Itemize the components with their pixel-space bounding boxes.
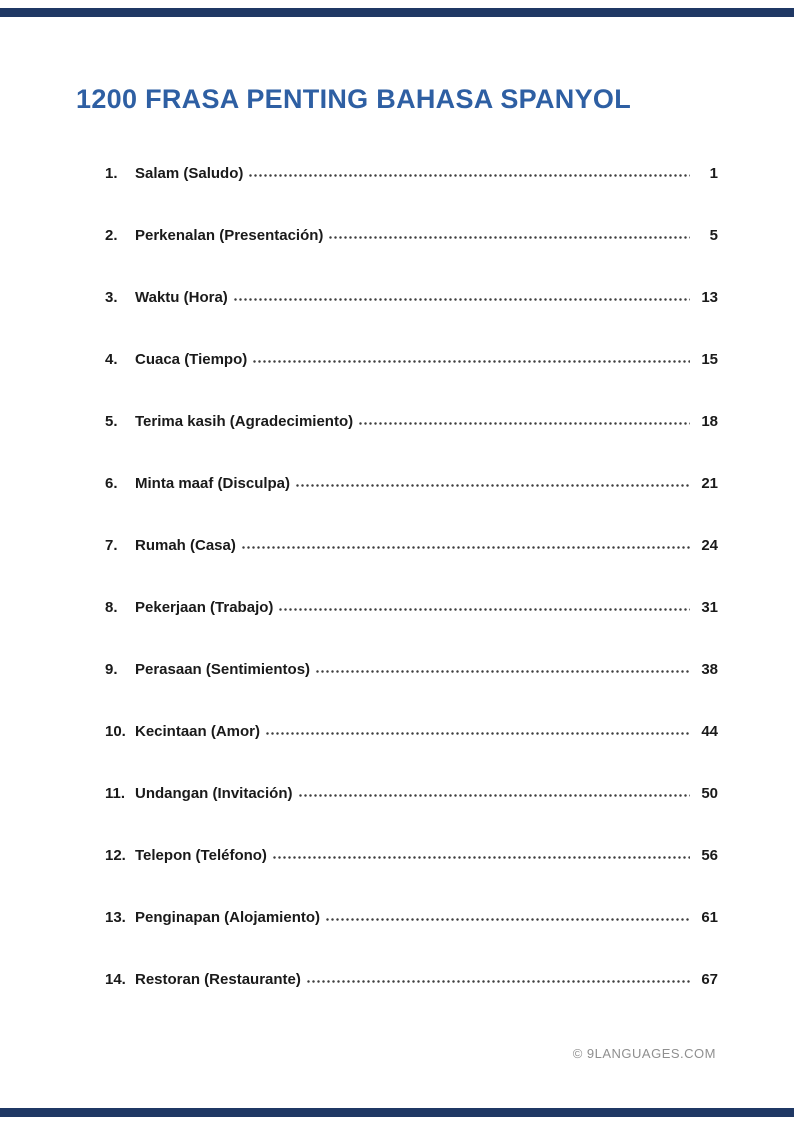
toc-entry-label: Perasaan (Sentimientos) (135, 661, 311, 678)
toc-entry[interactable] (105, 661, 718, 685)
footer-watermark: © 9LANGUAGES.COM (572, 1046, 716, 1061)
toc-entry[interactable] (105, 165, 718, 189)
toc-dot-leader (233, 297, 690, 302)
toc-entry-label: Waktu (Hora) (135, 289, 228, 306)
toc-entry-label: Restoran (Restaurante) (135, 971, 301, 988)
toc-entry[interactable] (105, 847, 718, 871)
toc-entry-label: Minta maaf (Disculpa) (135, 475, 291, 492)
toc-entry[interactable] (105, 475, 718, 499)
toc-dot-leader (278, 607, 690, 612)
toc-entry[interactable] (105, 289, 718, 313)
toc-entry-number: 11. (105, 785, 126, 802)
toc-entry-page: 5 (709, 227, 718, 244)
toc-dot-leader (295, 483, 690, 488)
toc-dot-leader (272, 855, 690, 860)
toc-entry-label: Salam (Saludo) (135, 165, 244, 182)
toc-entry-label: Undangan (Invitación) (135, 785, 293, 802)
toc-entry-number: 4. (105, 351, 118, 368)
toc-entry-page: 15 (701, 351, 718, 368)
toc-entry-number: 12. (105, 847, 126, 864)
toc-entry-label: Rumah (Casa) (135, 537, 236, 554)
toc-dot-leader (315, 669, 690, 674)
toc-entry[interactable] (105, 413, 718, 437)
toc-entry-page: 61 (701, 909, 718, 926)
toc-entry[interactable] (105, 351, 718, 375)
page-title: 1200 FRASA PENTING BAHASA SPANYOL (76, 84, 631, 114)
toc-entry[interactable] (105, 599, 718, 623)
toc-dot-leader (265, 731, 690, 736)
toc-dot-leader (248, 173, 690, 178)
toc-entry-number: 9. (105, 661, 118, 678)
toc-dot-leader (298, 793, 691, 798)
toc-entry[interactable] (105, 971, 718, 995)
toc-entry[interactable] (105, 785, 718, 809)
toc-entry-page: 38 (701, 661, 718, 678)
toc-entry-label: Pekerjaan (Trabajo) (135, 599, 274, 616)
bottom-border-bar (0, 1108, 794, 1117)
toc-entry[interactable] (105, 723, 718, 747)
toc-entry-label: Telepon (Teléfono) (135, 847, 267, 864)
toc-entry-label: Kecintaan (Amor) (135, 723, 261, 740)
toc-entry-number: 3. (105, 289, 118, 306)
toc-entry-number: 5. (105, 413, 118, 430)
toc-entry-number: 7. (105, 537, 118, 554)
toc-entry-number: 8. (105, 599, 118, 616)
toc-entry-page: 44 (701, 723, 718, 740)
toc-entry-number: 10. (105, 723, 126, 740)
toc-entry-label: Penginapan (Alojamiento) (135, 909, 321, 926)
toc-entry[interactable] (105, 537, 718, 561)
toc-dot-leader (252, 359, 690, 364)
toc-entry-label: Terima kasih (Agradecimiento) (135, 413, 354, 430)
toc-dot-leader (328, 235, 690, 240)
toc-entry-number: 13. (105, 909, 126, 926)
toc-entry-number: 6. (105, 475, 118, 492)
toc-entry-number: 1. (105, 165, 118, 182)
toc-entry-label: Cuaca (Tiempo) (135, 351, 248, 368)
toc-entry-number: 2. (105, 227, 118, 244)
toc-entry-page: 24 (701, 537, 718, 554)
toc-dot-leader (241, 545, 690, 550)
toc-entry-page: 56 (701, 847, 718, 864)
table-of-contents (76, 165, 718, 995)
toc-entry[interactable] (105, 227, 718, 251)
toc-entry-number: 14. (105, 971, 126, 988)
toc-entry-page: 31 (701, 599, 718, 616)
toc-dot-leader (358, 421, 690, 426)
toc-entry[interactable] (105, 909, 718, 933)
toc-entry-page: 50 (701, 785, 718, 802)
toc-entry-page: 18 (701, 413, 718, 430)
toc-entry-page: 13 (701, 289, 718, 306)
toc-entry-page: 1 (709, 165, 718, 182)
toc-entry-label: Perkenalan (Presentación) (135, 227, 324, 244)
toc-dot-leader (306, 979, 690, 984)
top-border-bar (0, 8, 794, 17)
toc-entry-page: 21 (701, 475, 718, 492)
toc-dot-leader (325, 917, 690, 922)
toc-entry-page: 67 (701, 971, 718, 988)
